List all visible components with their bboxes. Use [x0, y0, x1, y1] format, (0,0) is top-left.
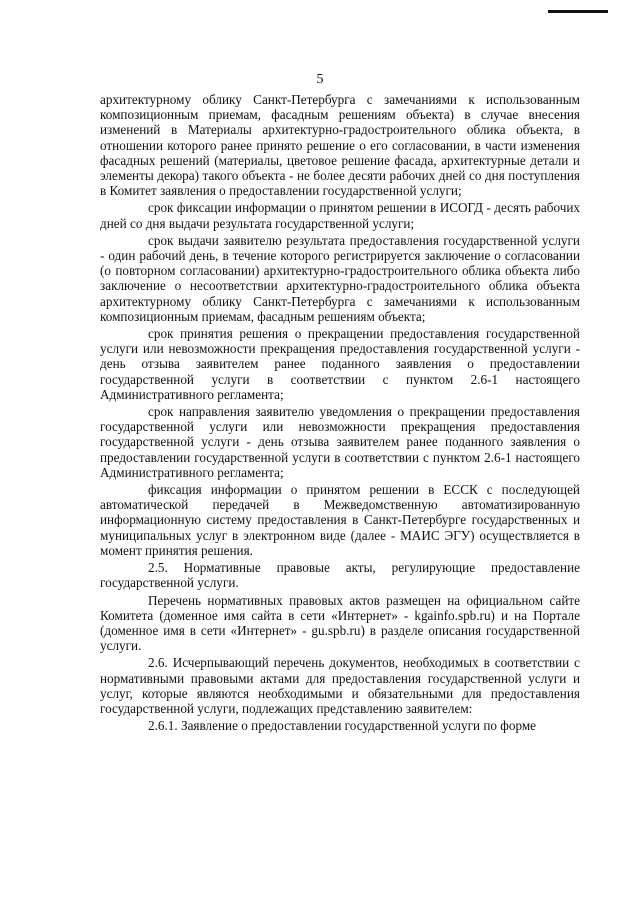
section-2-6-1-text: 2.6.1. Заявление о предоставлении государственной услуги по форме — [148, 718, 537, 734]
paragraph-notification-term: срок направления заявителю уведомления о прекращении предоставления государственной услуги или невозможности прекращения предоставления государственной услуги - день отзыва заявителем ранее поданного заявления о предоставлении государственной услуги в соответствии с пунктом 2.6-1 настоящего Административного регламента; — [100, 404, 580, 480]
section-2-5-heading: 2.5. Нормативные правовые акты, регулирующие предоставление государственной услуги. — [100, 560, 580, 591]
scan-edge-mark — [548, 10, 608, 13]
paragraph-termination-decision-term: срок принятия решения о прекращении предоставления государственной услуги или невозможности прекращения предоставления государственной услуги - день отзыва заявителем ранее поданного заявления о предоставлении государственной услуги в соответствии с пунктом 2.6-1 настоящего Административного регламента; — [100, 326, 580, 402]
paragraph-result-issue-term: срок выдачи заявителю результата предоставления государственной услуги - один рабочий день, в течение которого регистрируется заключение о согласовании (о повторном согласовании) архитектурно-градостроительного облика объекта либо заключение о несоответствии архитектурно-градостроительного облика объекта архитектурному облику Санкт-Петербурга с замечаниями к использованным композиционным приемам, фасадным решениям объекта; — [100, 232, 580, 324]
section-2-6-heading: 2.6. Исчерпывающий перечень документов, необходимых в соответствии с нормативными правовыми актами для предоставления государственной услуги и услуг, которые являются необходимыми и обязательными для предоставления государственной услуги, подлежащих представлению заявителем: — [100, 655, 580, 716]
page-number: 5 — [316, 72, 324, 87]
paragraph-legal-acts-list: Перечень нормативных правовых актов размещен на официальном сайте Комитета (доменное имя сайта в сети «Интернет» - kgainfo.spb.ru) и на Портале (доменное имя в сети «Интернет» - gu.spb.ru) в разделе описания государственной услуги. — [100, 592, 580, 654]
paragraph-essk-fixation: фиксация информации о принятом решении в ЕССК с последующей автоматической передачей в Межведомственную автоматизированную информационную систему предоставления в Санкт-Петербурге государственных и муниципальных услуг в электронном виде (далее - МАИС ЭГУ) осуществляется в момент принятия решения. — [100, 482, 580, 558]
paragraph-isogd-term: срок фиксации информации о принятом решении в ИСОГД - десять рабочих дней со дня выдачи результата государственной услуги; — [100, 200, 580, 231]
body-text — [100, 92, 580, 733]
paragraph-continuation: архитектурному облику Санкт-Петербурга с замечаниями к использованным композиционным приемам, фасадным решениям объекта) в случае внесения изменений в Материалы архитектурно-градостроительного облика объекта, в отношении которого ранее принято решение о его согласовании, в части изменения фасадных решений (материалы, цветовое решение фасада, архитектурные детали и элементы декора) такого объекта - не более десяти рабочих дней со дня поступления в Комитет заявления о предоставлении государственной услуги; — [100, 92, 580, 199]
